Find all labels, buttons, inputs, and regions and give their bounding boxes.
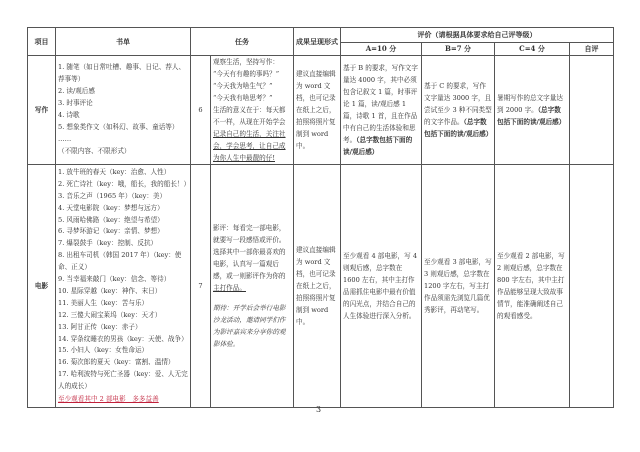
task-highlight: 主打作品。 [213, 284, 246, 292]
booklist-cell [56, 56, 191, 165]
header-grade-b: B=7 分 [422, 43, 495, 56]
list-item: 3. 音乐之声（1965 年）（key：美） [58, 191, 167, 200]
header-grade-c: C=4 分 [495, 43, 570, 56]
grade-b-cell: 至少观看 3 部电影，写 3 则观后感，总字数在 1200 字左右，写主打作品须需先浏览几篇优秀影评，再动笔写。 [422, 165, 495, 408]
grade-a-cell [341, 56, 422, 165]
grade-c-text: 暑期写作的总文字量达到 2000 字。 [497, 94, 563, 114]
list-item: 6. 寻梦环游记（key：亲情、梦想） [58, 227, 164, 236]
grade-a-cell: 至少观看 4 部电影，写 4 则观后感，总字数在 1600 左右，其中主打作品需抓住电影中最有价值的闪光点，并结合自己的人生体验进行深入分析。 [341, 165, 422, 408]
evaluation-table [27, 27, 614, 408]
list-item: 14. 穿条纹睡衣的男孩（key：天使、战争） [58, 334, 188, 343]
grade-b-note: （总字数包括下面的读/观后感） [424, 118, 493, 138]
list-item: 13. 阿甘正传（key：赤子） [58, 322, 142, 331]
list-item: …… [58, 134, 72, 143]
self-eval-cell[interactable] [570, 56, 614, 165]
list-note: 至少观看其中 2 部电影 多多益善 [58, 395, 159, 404]
grade-c-cell [495, 56, 570, 165]
list-item: 10. 星际穿越（key：神作、末日） [58, 286, 162, 295]
list-item: 9. 当幸福来敲门（key：信念、等待） [58, 275, 171, 284]
header-grade-a: A=10 分 [341, 43, 422, 56]
task-text: 影评：每看完一部电影，就要写一段感悟或评价。选择其中一部你最喜欢的电影，认真写一篇观后感，或一则影评作为你的 [213, 224, 286, 280]
task-expectation: 期待：开学后会举行电影沙龙活动，邀请同学们作为影评嘉宾来分享你的观影体验。 [213, 304, 286, 348]
task-quote: “今天我有啥思考？” [213, 94, 273, 102]
task-intro: 观察生活，坚持写作： [213, 58, 279, 66]
item-label: 写作 [28, 56, 56, 165]
page-number: 3 [316, 405, 322, 414]
header-item: 项目 [28, 28, 56, 56]
task-quote: “今天有有趣的事吗？” [213, 70, 280, 78]
list-item: 2. 读/观后感 [58, 87, 95, 96]
list-item: 7. 爆裂鼓手（key：控制、反抗） [58, 239, 158, 248]
list-item: 2. 死亡诗社（key：哦，船长，我的船长！） [58, 179, 191, 188]
header-evaluation: 评价（请根据具体要求给自己评等级） [341, 28, 614, 43]
grade-a-note: （总字数包括下面的读/观后感） [343, 136, 413, 156]
grade-c-cell: 至少观看 2 部电影，写 2 则观后感，总字数在 800 字左右，其中主打作品能够呈现大致故事情节，能准确阐述自己的观看感受。 [495, 165, 570, 408]
grade-b-text: 基于 C 的要求，写作文字量达 3000 字，且尝试至少 3 种不同类型的文字作品。 [424, 82, 492, 126]
task-quote: “今天我为啥生气？” [213, 82, 273, 90]
booklist-cell [56, 165, 191, 408]
list-item: 4. 诗歌 [58, 111, 80, 119]
table-row-writing [28, 56, 614, 165]
self-eval-cell[interactable] [570, 165, 614, 408]
grade-a-text: 基于 B 的要求，写作文字量达 4000 字，其中必须包含记叙文 1 篇，时事评论 1 篇，读/观后感 1 篇，诗歌 1 首，且在作品中有自己的生活体验和思考。 [343, 64, 418, 144]
task-cell [211, 56, 294, 165]
row-number: 7 [191, 165, 211, 408]
list-item: 17. 哈利波特与死亡圣器（key：爱、人无完人的成长） [58, 370, 188, 391]
list-item: 4. 天堂电影院（key：梦想与远方） [58, 203, 164, 212]
list-item: 15. 小妇人（key：女性命运） [58, 346, 149, 355]
list-item: 12. 三傻大闹宝莱坞（key：天才） [58, 310, 162, 319]
header-task: 任务 [191, 28, 294, 56]
task-text: 生活的意义在于：每天都不一样，从现在开始学会 [213, 106, 286, 126]
header-booklist: 书单 [56, 28, 191, 56]
list-item: 5. 风雨哈佛路（key：绝望与希望） [58, 215, 164, 224]
list-item: 5. 想象类作文（如科幻、故事、童话等） [58, 122, 179, 131]
result-cell: 建议直接编辑为 word 文档，也可记录在纸上之后，拍照将照片复制到 word 中。 [294, 56, 341, 165]
list-item: （不限内容、不限形式） [58, 146, 131, 155]
row-number: 6 [191, 56, 211, 165]
list-item: 16. 菊次郎的夏天（key：富割、温情） [58, 358, 175, 367]
task-cell [211, 165, 294, 408]
list-item: 11. 美丽人生（key：苦与乐） [58, 298, 149, 307]
list-item: 3. 时事评论 [58, 99, 93, 108]
list-item: 8. 出租车司机（韩国 2017 年）（key：使命、正义） [58, 251, 182, 272]
task-highlight: 记录自己的生活，关注社会，学会思考，让自己成为你人生中最靓的仔! [213, 130, 286, 162]
list-item: 1. 放牛班的春天（key：治愈、人性） [58, 167, 171, 176]
header-result-form: 成果呈现形式 [294, 28, 341, 56]
list-item: 1. 随笔（如日常吐槽、趣事、日记、荐人、荐事等） [58, 63, 186, 84]
table-row-movie [28, 165, 614, 408]
header-self: 自评 [570, 43, 614, 56]
result-cell: 建议直接编辑为 word 文档，也可记录在纸上之后，拍照将照片复制到 word 中。 [294, 165, 341, 408]
grade-c-note: （总字数包括下面的读/观后感） [497, 106, 566, 126]
item-label: 电影 [28, 165, 56, 408]
grade-b-cell [422, 56, 495, 165]
